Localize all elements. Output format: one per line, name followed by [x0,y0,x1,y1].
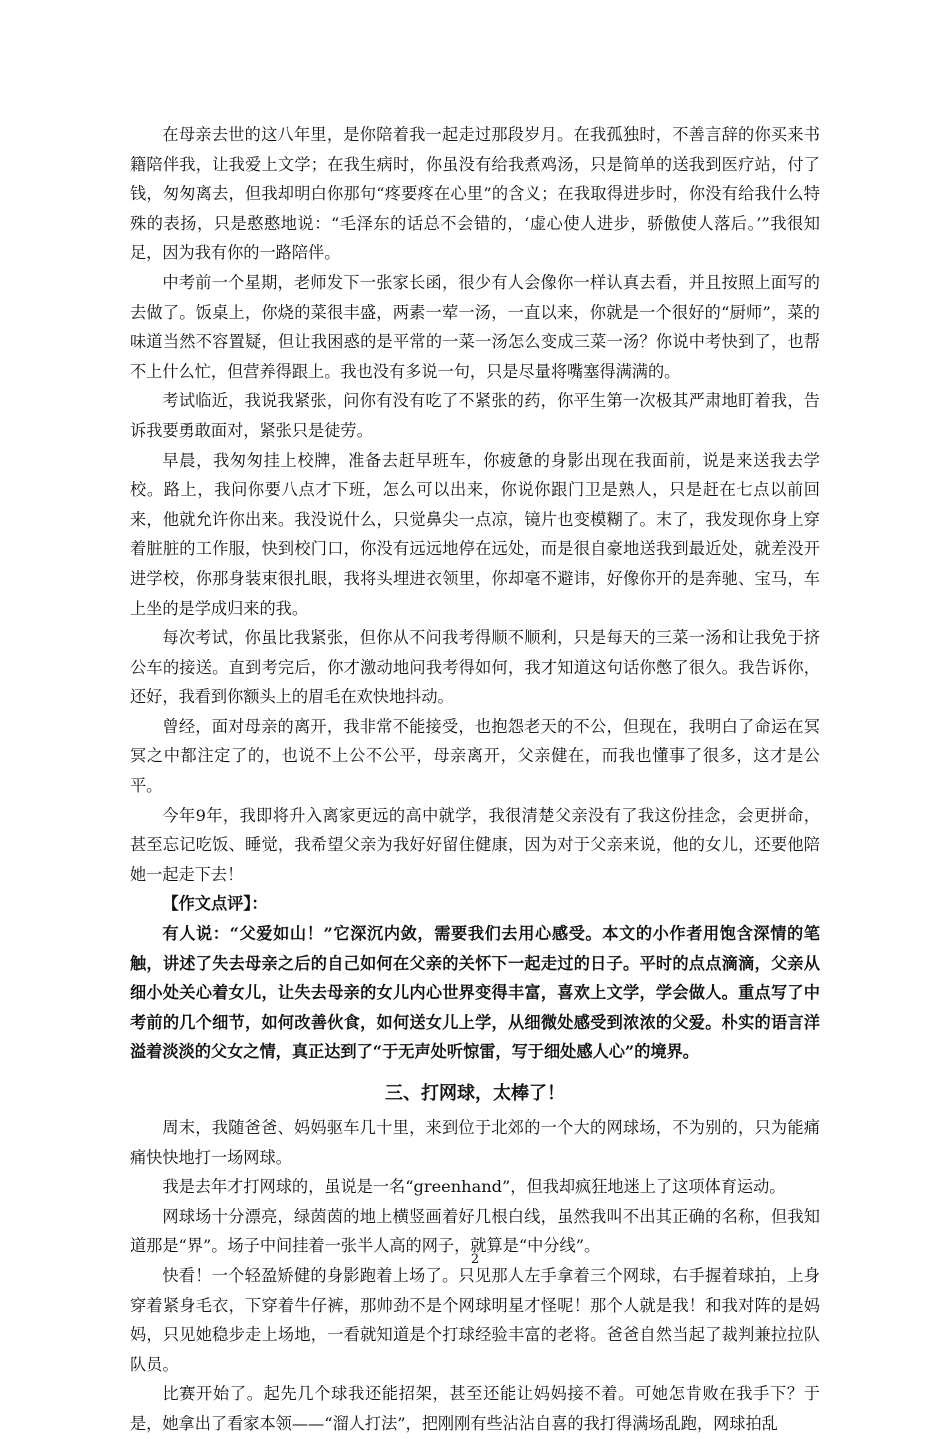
paragraph: 网球场十分漂亮，绿茵茵的地上横竖画着好几根白线，虽然我叫不出其正确的名称，但我知道那是“界”。场子中间挂着一张半人高的网子，就算是“中分线”。 [130,1206,820,1256]
section-title: 三、打网球，太棒了！ [385,1083,565,1104]
paragraph: 早晨，我匆匆挂上校牌，准备去赶早班车，你疲惫的身影出现在我面前，说是来送我去学校。路上，我问你要八点才下班，怎么可以出来，你说你跟门卫是熟人，只是赶在七点以前回来，他就允许你出来。我没说什么，只觉鼻尖一点凉，镜片也变模糊了。末了，我发现你身上穿着脏脏的工作服，快到校门口，你没有远远地停在远处，而是很自豪地送我到最近处，就差没开进学校，你那身装束很扎眼，我将头埋进衣领里，你却毫不避讳，好像你开的是奔驰、宝马，车上坐的是学成归来的我。 [130,450,820,618]
paragraph: 在母亲去世的这八年里，是你陪着我一起走过那段岁月。在我孤独时，不善言辞的你买来书籍陪伴我，让我爱上文学；在我生病时，你虽没有给我煮鸡汤，只是简单的送我到医疗站，付了钱，匆匆离去，但我却明白你那句“疼要疼在心里”的含义；在我取得进步时，你没有给我什么特殊的表扬，只是憨憨地说：“毛泽东的话总不会错的，‘虚心使人进步，骄傲使人落后。’”我很知足，因为我有你的一路陪伴。 [130,125,820,263]
paragraph: 快看！一个轻盈矫健的身影跑着上场了。只见那人左手拿着三个网球，右手握着球拍，上身穿着紧身毛衣，下穿着牛仔裤，那帅劲不是个网球明星才怪呢！那个人就是我！和我对阵的是妈妈，只见她稳步走上场地，一看就知道是个打球经验丰富的老将。爸爸自然当起了裁判兼拉拉队队员。 [130,1265,820,1374]
paragraph: 考试临近，我说我紧张，问你有没有吃了不紧张的药，你平生第一次极其严肃地盯着我，告诉我要勇敢面对，紧张只是徒劳。 [130,391,820,440]
review-heading: 【作文点评】： [162,894,268,914]
paragraph: 周末，我随爸爸、妈妈驱车几十里，来到位于北郊的一个大的网球场，不为别的，只为能痛痛快快地打一场网球。 [130,1118,820,1167]
document-page [130,120,820,1439]
review-body: 有人说：“父爱如山！”它深沉内敛，需要我们去用心感受。本文的小作者用饱含深情的笔触，讲述了失去母亲之后的自己如何在父亲的关怀下一起走过的日子。平时的点点滴滴，父亲从细小处关心着女儿，让失去母亲的女儿内心世界变得丰富，喜欢上文学，学会做人。重点写了中考前的几个细节，如何改善伙食，如何送女儿上学，从细微处感受到浓浓的父爱。朴实的语言洋溢着淡淡的父女之情，真正达到了“于无声处听惊雷，写于细处感人心”的境界。 [130,924,820,1062]
paragraph: 曾经，面对母亲的离开，我非常不能接受，也抱怨老天的不公，但现在，我明白了命运在冥冥之中都注定了的，也说不上公不公平，母亲离开，父亲健在，而我也懂事了很多，这才是公平。 [130,716,820,796]
page-number: 2 [470,1252,480,1267]
paragraph: 我是去年才打网球的，虽说是一名“greenhand”，但我却疯狂地迷上了这项体育运动。 [162,1177,786,1197]
paragraph: 今年9年，我即将升入离家更远的高中就学，我很清楚父亲没有了我这份挂念，会更拼命，甚至忘记吃饭、睡觉，我希望父亲为我好好留住健康，因为对于父亲来说，他的女儿，还要他陪她一起走下去！ [130,805,820,884]
paragraph: 每次考试，你虽比我紧张，但你从不问我考得顺不顺利，只是每天的三菜一汤和让我免于挤公车的接送。直到考完后，你才激动地问我考得如何，我才知道这句话你憋了很久。我告诉你，还好，我看到你额头上的眉毛在欢快地抖动。 [130,628,820,707]
paragraph: 中考前一个星期，老师发下一张家长函，很少有人会像你一样认真去看，并且按照上面写的去做了。饭桌上，你烧的菜很丰盛，两素一荤一汤，一直以来，你就是一个很好的“厨师”，菜的味道当然不容置疑，但让我困惑的是平常的一菜一汤怎么变成三菜一汤？你说中考快到了，也帮不上什么忙，但营养得跟上。我也没有多说一句，只是尽量将嘴塞得满满的。 [130,272,820,381]
paragraph: 比赛开始了。起先几个球我还能招架，甚至还能让妈妈接不着。可她怎肯败在我手下？于是，她拿出了看家本领——“溜人打法”，把刚刚有些沾沾自喜的我打得满场乱跑，网球拍乱 [130,1384,820,1433]
